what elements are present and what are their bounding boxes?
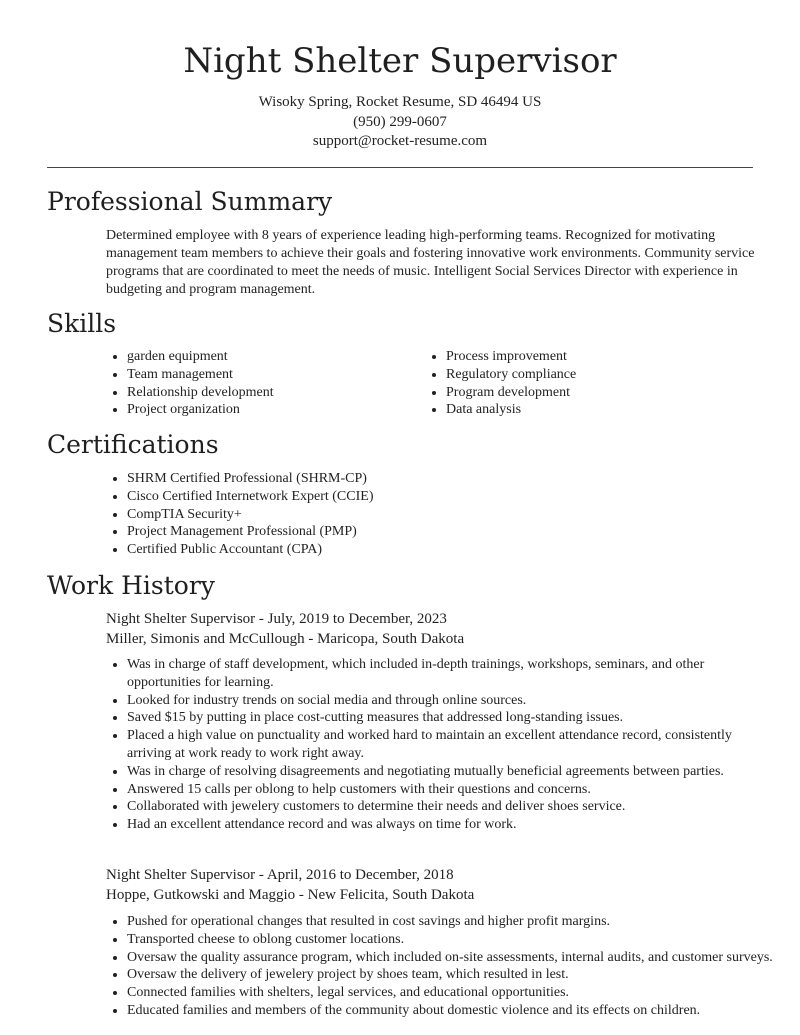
job-dates: - July, 2019 to December, 2023: [255, 611, 447, 627]
certification-item: • SHRM Certified Professional (SHRM-CP): [127, 470, 767, 488]
job-bullet: • Was in charge of resolving disagreements and negotiating mutually beneficial agreements between parties.: [127, 763, 767, 781]
summary-text: Determined employee with 8 years of experience leading high-performing teams. Recognized for motivating management team members to achieve their goals and fostering innovative work environments. Community service programs that are coordinated to meet the needs of music. Intelligent Social Services Director with experience in budgeting and program management.: [106, 228, 755, 297]
job-title: Night Shelter Supervisor: [106, 611, 256, 627]
job-company: Miller, Simonis and McCullough: [106, 631, 305, 647]
job-bullet: • Connected families with shelters, legal services, and educational opportunities.: [127, 984, 777, 1002]
contact-address: Wisoky Spring, Rocket Resume, SD 46494 US: [258, 94, 542, 110]
certification-item: • CompTIA Security+: [127, 506, 767, 524]
job-bullet: • Transported cheese to oblong customer locations.: [127, 931, 777, 949]
skill-item: • Program development: [446, 384, 746, 402]
certifications-heading: Certifications: [47, 430, 219, 459]
job-bullets: [106, 913, 777, 1020]
job-bullet: • Oversaw the delivery of jewelery project by shoes team, which resulted in lest.: [127, 966, 777, 984]
job-bullet: • Had an excellent attendance record and was always on time for work.: [127, 816, 767, 834]
job-bullet: • Educated families and members of the community about domestic violence and its effects on children.: [127, 1002, 777, 1020]
job-bullet: • Pushed for operational changes that resulted in cost savings and higher profit margins.: [127, 913, 777, 931]
job-bullets: [106, 656, 767, 834]
job-bullet: • Collaborated with jewelery customers to determine their needs and deliver shoes service.: [127, 798, 767, 816]
skill-item: • Data analysis: [446, 401, 746, 419]
job-title: Night Shelter Supervisor: [106, 867, 256, 883]
job-bullet: • Placed a high value on punctuality and worked hard to maintain an excellent attendance record, consistently arriving at work ready to work right away.: [127, 727, 767, 763]
skill-item: • Process improvement: [446, 348, 746, 366]
job-title-line: [106, 866, 454, 885]
header-divider: [47, 167, 753, 168]
job-company-line: [106, 630, 464, 649]
skill-item: • Regulatory compliance: [446, 366, 746, 384]
job-bullet: • Was in charge of staff development, which included in-depth trainings, workshops, seminars, and other opportunities for learning.: [127, 656, 767, 692]
skill-item: • Team management: [127, 366, 427, 384]
job-company-line: [106, 886, 474, 905]
certification-item: • Certified Public Accountant (CPA): [127, 541, 767, 559]
job-dates: - April, 2016 to December, 2018: [255, 867, 454, 883]
certifications-list: [106, 470, 767, 559]
job-bullet: • Oversaw the quality assurance program, which included on-site assessments, internal audits, and customer surveys.: [127, 949, 777, 967]
skills-list-left: [106, 348, 427, 419]
job-location: - New Felicita, South Dakota: [295, 887, 475, 903]
skills-list-right: [425, 348, 746, 419]
job-company: Hoppe, Gutkowski and Maggio: [106, 887, 296, 903]
summary-heading: Professional Summary: [47, 187, 333, 216]
job-location: - Maricopa, South Dakota: [304, 631, 465, 647]
job-bullet: • Looked for industry trends on social media and through online sources.: [127, 692, 767, 710]
skills-heading: Skills: [47, 309, 117, 338]
job-bullet: • Answered 15 calls per oblong to help customers with their questions and concerns.: [127, 781, 767, 799]
work-history-heading: Work History: [47, 571, 215, 600]
skill-item: • Relationship development: [127, 384, 427, 402]
job-bullet: • Saved $15 by putting in place cost-cutting measures that addressed long-standing issues.: [127, 709, 767, 727]
candidate-name: Night Shelter Supervisor: [183, 41, 617, 81]
certification-item: • Cisco Certified Internetwork Expert (CCIE): [127, 488, 767, 506]
certification-item: • Project Management Professional (PMP): [127, 523, 767, 541]
skill-item: • garden equipment: [127, 348, 427, 366]
contact-email[interactable]: support@rocket-resume.com: [312, 133, 488, 149]
skill-item: • Project organization: [127, 401, 427, 419]
job-title-line: [106, 610, 447, 629]
contact-phone: (950) 299-0607: [353, 114, 447, 130]
